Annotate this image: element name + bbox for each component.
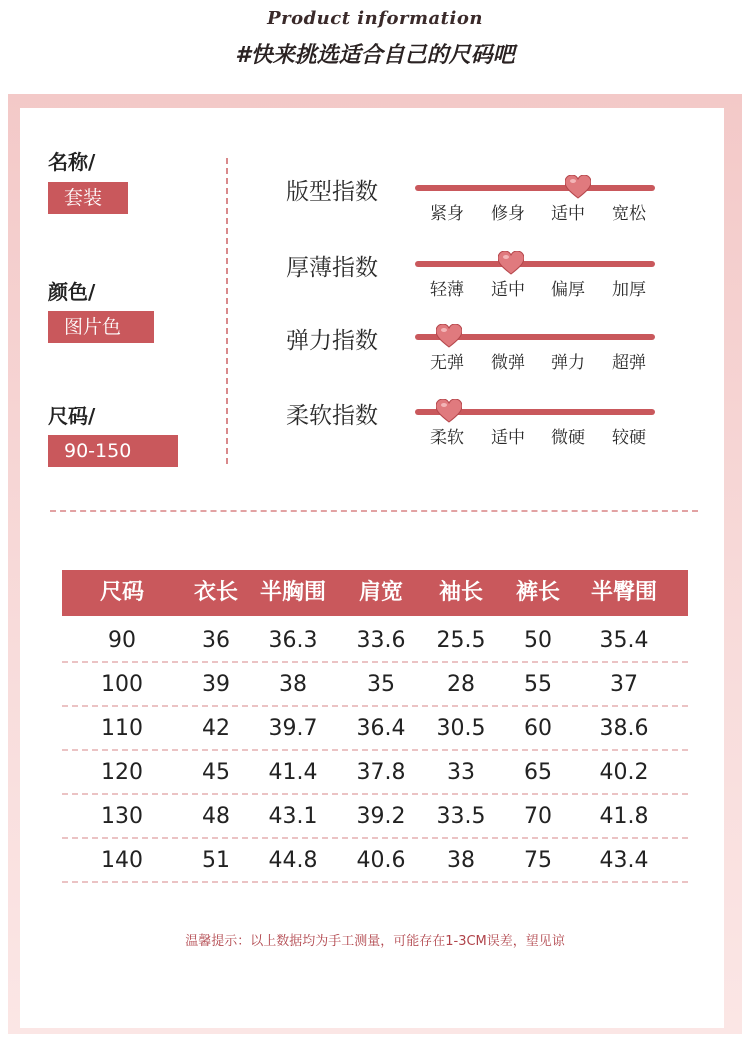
index-scale-labels bbox=[430, 348, 660, 372]
info-card bbox=[20, 108, 724, 1028]
table-cell: 100 bbox=[101, 672, 143, 697]
table-cell: 36.3 bbox=[268, 628, 318, 653]
table-row bbox=[62, 795, 688, 839]
table-cell: 30.5 bbox=[436, 716, 486, 741]
table-cell: 45 bbox=[202, 760, 230, 785]
table-row bbox=[62, 707, 688, 751]
table-row bbox=[62, 839, 688, 883]
table-header-cell: 裤长 bbox=[515, 580, 560, 605]
table-cell: 90 bbox=[108, 628, 136, 653]
attr-name-label: 名称/ bbox=[48, 150, 96, 174]
table-row bbox=[62, 751, 688, 795]
heart-icon bbox=[498, 251, 524, 275]
table-cell: 43.4 bbox=[599, 848, 649, 873]
index-scale-label: 适中 bbox=[491, 280, 525, 300]
index-name: 版型指数 bbox=[286, 179, 378, 205]
index-scale-label: 适中 bbox=[491, 428, 525, 448]
table-cell: 40.2 bbox=[599, 760, 649, 785]
index-scale-label: 轻薄 bbox=[430, 280, 464, 300]
table-cell: 28 bbox=[447, 672, 475, 697]
index-scale-labels bbox=[430, 199, 660, 223]
table-header-cell: 半臀围 bbox=[590, 580, 657, 605]
index-scale-label: 紧身 bbox=[430, 204, 464, 224]
attr-color-label: 颜色/ bbox=[48, 280, 96, 304]
table-cell: 39.7 bbox=[268, 716, 318, 741]
heart-icon bbox=[436, 399, 462, 423]
index-scale-label: 宽松 bbox=[612, 204, 646, 224]
table-cell: 51 bbox=[202, 848, 230, 873]
table-header-cell: 肩宽 bbox=[358, 580, 403, 605]
table-cell: 120 bbox=[101, 760, 143, 785]
table-cell: 38.6 bbox=[599, 716, 649, 741]
index-scale-label: 微弹 bbox=[491, 353, 525, 373]
measurement-note: 温馨提示：以上数据均为手工测量，可能存在1-3CM误差，望见谅 bbox=[185, 934, 565, 949]
table-cell: 55 bbox=[524, 672, 552, 697]
table-row bbox=[62, 663, 688, 707]
table-cell: 25.5 bbox=[436, 628, 486, 653]
table-cell: 42 bbox=[202, 716, 230, 741]
table-cell: 33.6 bbox=[356, 628, 406, 653]
table-cell: 41.4 bbox=[268, 760, 318, 785]
table-row bbox=[62, 619, 688, 663]
table-cell: 33 bbox=[447, 760, 475, 785]
table-cell: 38 bbox=[447, 848, 475, 873]
table-cell: 36.4 bbox=[356, 716, 406, 741]
vertical-divider bbox=[226, 158, 228, 464]
table-cell: 35 bbox=[367, 672, 395, 697]
attr-size-label: 尺码/ bbox=[48, 404, 96, 428]
table-cell: 130 bbox=[101, 804, 143, 829]
table-header-cell: 衣长 bbox=[193, 580, 238, 605]
index-scale-label: 弹力 bbox=[551, 353, 585, 373]
table-cell: 33.5 bbox=[436, 804, 486, 829]
index-scale-label: 偏厚 bbox=[551, 280, 585, 300]
table-cell: 75 bbox=[524, 848, 552, 873]
table-cell: 36 bbox=[202, 628, 230, 653]
index-scale-label: 适中 bbox=[551, 204, 585, 224]
title-cn: #快来挑选适合自己的尺码吧 bbox=[235, 43, 515, 68]
table-cell: 48 bbox=[202, 804, 230, 829]
table-cell: 41.8 bbox=[599, 804, 649, 829]
title-en: Product information bbox=[267, 8, 483, 29]
index-scale-label: 较硬 bbox=[612, 428, 646, 448]
index-track bbox=[415, 261, 655, 267]
table-header-cell: 尺码 bbox=[99, 580, 144, 605]
table-cell: 70 bbox=[524, 804, 552, 829]
index-scale-label: 无弹 bbox=[430, 353, 464, 373]
horizontal-divider bbox=[50, 510, 698, 512]
index-name: 柔软指数 bbox=[286, 403, 378, 429]
table-cell: 39.2 bbox=[356, 804, 406, 829]
table-cell: 44.8 bbox=[268, 848, 318, 873]
index-scale-label: 微硬 bbox=[551, 428, 585, 448]
table-cell: 65 bbox=[524, 760, 552, 785]
row-divider bbox=[62, 881, 688, 883]
table-cell: 50 bbox=[524, 628, 552, 653]
index-track bbox=[415, 185, 655, 191]
index-scale-labels bbox=[430, 423, 660, 447]
table-cell: 110 bbox=[101, 716, 143, 741]
index-scale-label: 超弹 bbox=[612, 353, 646, 373]
table-cell: 39 bbox=[202, 672, 230, 697]
table-cell: 37.8 bbox=[356, 760, 406, 785]
table-header-cell: 半胸围 bbox=[259, 580, 326, 605]
heart-icon bbox=[565, 175, 591, 199]
table-cell: 35.4 bbox=[599, 628, 649, 653]
attr-color-value: 图片色 bbox=[48, 311, 154, 343]
table-header-cell: 袖长 bbox=[438, 580, 483, 605]
attr-size-value: 90-150 bbox=[48, 435, 178, 467]
table-cell: 140 bbox=[101, 848, 143, 873]
table-header bbox=[62, 570, 688, 616]
attr-name-value: 套装 bbox=[48, 182, 128, 214]
index-name: 弹力指数 bbox=[286, 328, 378, 354]
heart-icon bbox=[436, 324, 462, 348]
index-scale-label: 加厚 bbox=[612, 280, 646, 300]
index-name: 厚薄指数 bbox=[286, 255, 378, 281]
index-scale-label: 柔软 bbox=[430, 428, 464, 448]
table-cell: 43.1 bbox=[268, 804, 318, 829]
table-cell: 37 bbox=[610, 672, 638, 697]
index-scale-label: 修身 bbox=[491, 204, 525, 224]
table-cell: 60 bbox=[524, 716, 552, 741]
table-cell: 40.6 bbox=[356, 848, 406, 873]
table-cell: 38 bbox=[279, 672, 307, 697]
index-scale-labels bbox=[430, 275, 660, 299]
